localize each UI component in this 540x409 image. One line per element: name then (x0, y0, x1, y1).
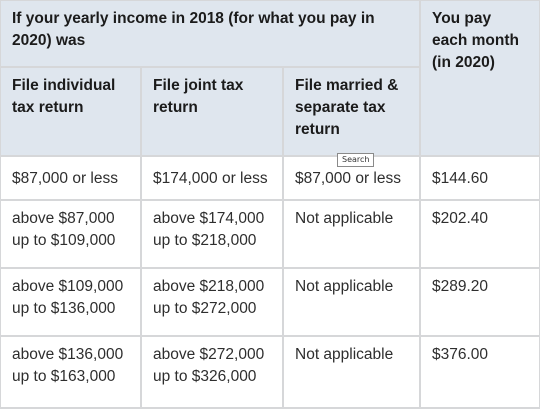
cell-individual (0, 268, 141, 336)
header-row-group (0, 0, 540, 67)
cell-joint (141, 336, 283, 408)
cell-text: $87,000 or less (295, 170, 401, 187)
cell-text: Not applicable (295, 346, 394, 363)
cell-married-separate (283, 200, 420, 268)
header-married-separate (283, 67, 420, 156)
cell-text: above $87,000 (12, 210, 115, 227)
header-monthly-payment (420, 0, 540, 156)
header-text-line: File joint tax (153, 77, 244, 94)
table-row (0, 200, 540, 268)
cell-text: up to $272,000 (153, 300, 257, 317)
cell-text: $376.00 (432, 346, 489, 363)
cell-married-separate (283, 268, 420, 336)
cell-married-separate (283, 336, 420, 408)
header-text-line: File individual (12, 77, 116, 94)
header-text-line: File married & (295, 77, 399, 94)
cell-text: Not applicable (295, 278, 394, 295)
header-text-line: (in 2020) (432, 54, 495, 71)
header-text-line: You pay (432, 10, 492, 27)
cell-text: $289.20 (432, 278, 489, 295)
cell-text: up to $326,000 (153, 368, 257, 385)
header-income-group (0, 0, 420, 67)
cell-monthly (420, 336, 540, 408)
header-individual (0, 67, 141, 156)
header-text-line: return (153, 99, 198, 116)
cell-text: $202.40 (432, 210, 489, 227)
header-text-line: 2020) was (12, 32, 86, 49)
header-text-line: each month (432, 32, 519, 49)
cell-text: above $218,000 (153, 278, 265, 295)
cell-joint (141, 200, 283, 268)
header-text-line: tax return (12, 99, 84, 116)
header-text-line: separate tax (295, 99, 386, 116)
table-row (0, 156, 540, 200)
cell-text: Not applicable (295, 210, 394, 227)
header-text-line: return (295, 121, 340, 138)
cell-monthly (420, 200, 540, 268)
cell-text: above $136,000 (12, 346, 124, 363)
cell-individual (0, 200, 141, 268)
cell-text: up to $136,000 (12, 300, 116, 317)
cell-individual (0, 156, 141, 200)
cell-text: above $109,000 (12, 278, 124, 295)
search-tooltip[interactable]: Search (337, 153, 374, 167)
cell-text: up to $218,000 (153, 232, 257, 249)
cell-individual (0, 336, 141, 408)
header-joint (141, 67, 283, 156)
cell-text: above $174,000 (153, 210, 265, 227)
cell-text: up to $163,000 (12, 368, 116, 385)
table-row (0, 268, 540, 336)
cell-text: up to $109,000 (12, 232, 116, 249)
cell-text: $144.60 (432, 170, 489, 187)
header-text-line: If your yearly income in 2018 (for what you pay in (12, 10, 375, 27)
cell-text: $87,000 or less (12, 170, 118, 187)
cell-joint (141, 156, 283, 200)
cell-text: above $272,000 (153, 346, 265, 363)
cell-monthly (420, 156, 540, 200)
cell-text: $174,000 or less (153, 170, 268, 187)
cell-joint (141, 268, 283, 336)
table-row (0, 336, 540, 408)
cell-monthly (420, 268, 540, 336)
